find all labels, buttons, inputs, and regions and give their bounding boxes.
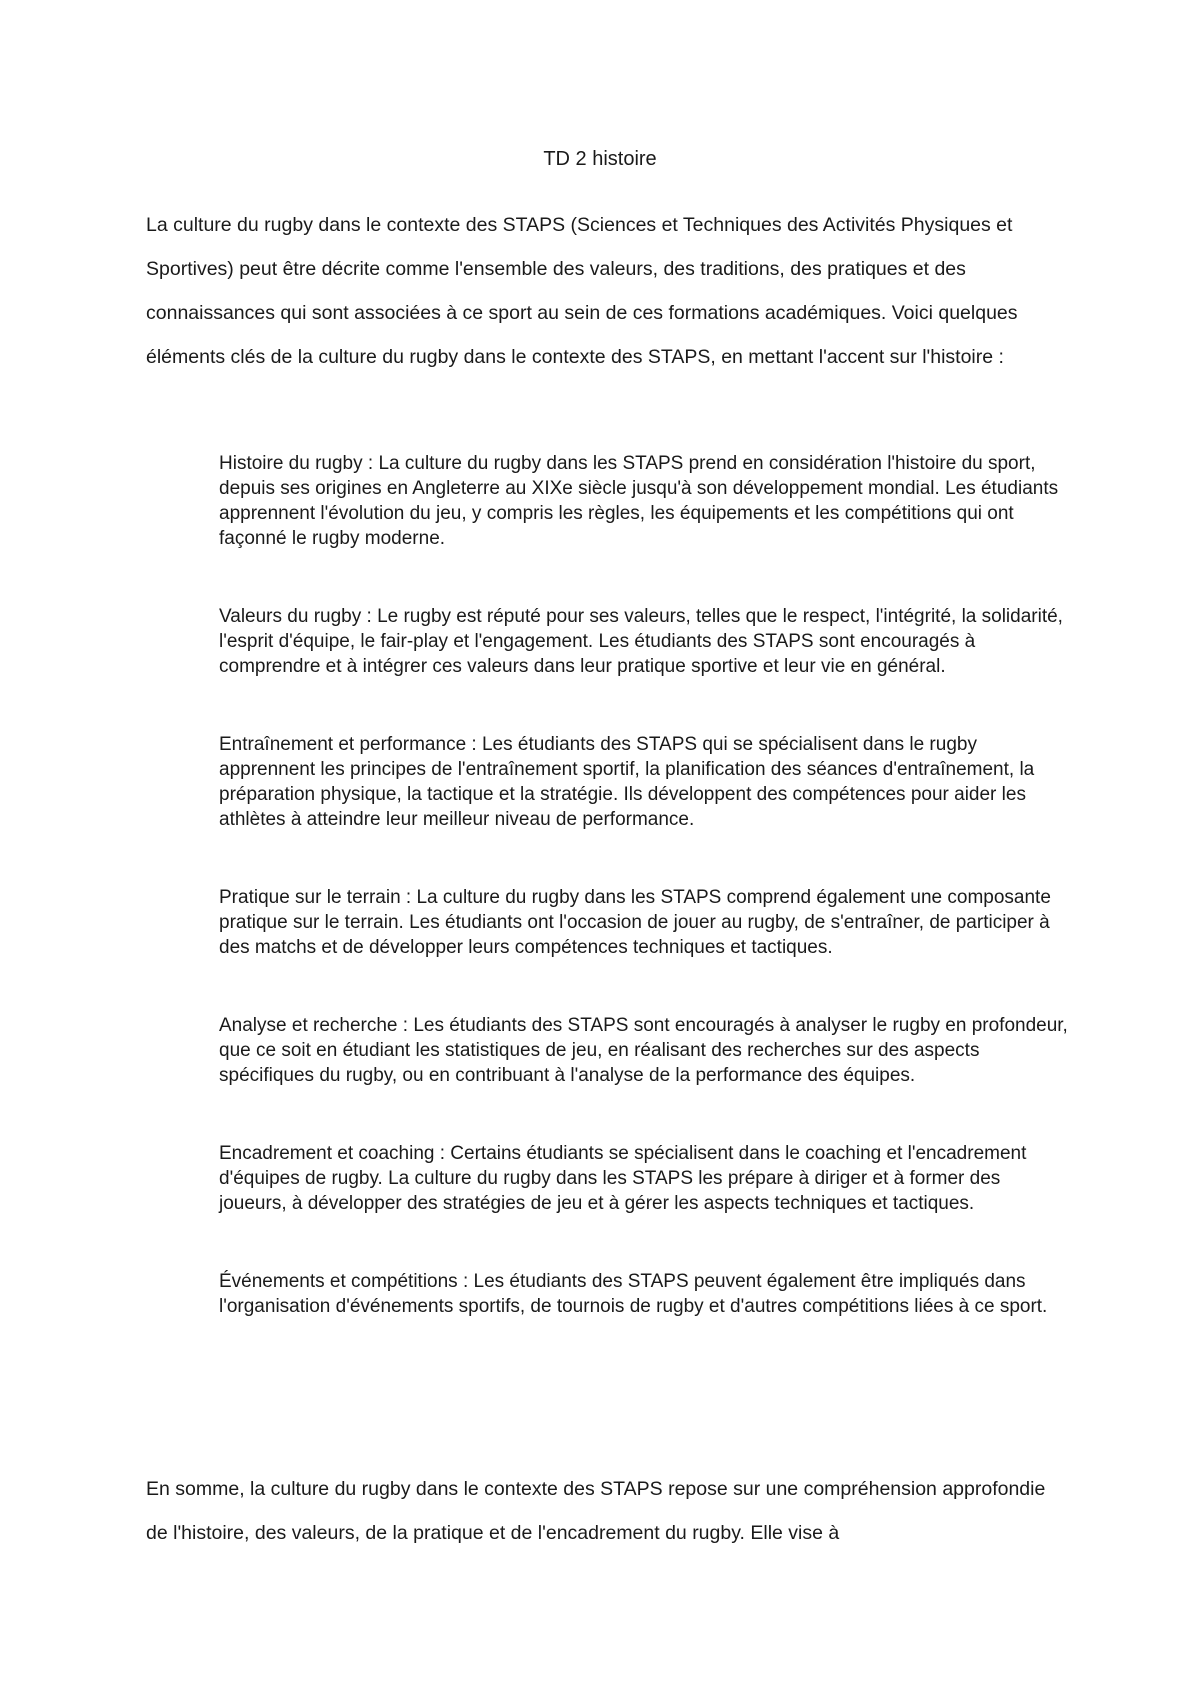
list-item-encadrement: Encadrement et coaching : Certains étudiants se spécialisent dans le coaching et l'encadrement d'équipes de rugby. La culture du rugby dans les STAPS les prépare à diriger et à former des joueurs, à développer des stratégies de jeu et à gérer les aspects techniques et tactiques. bbox=[219, 1143, 1027, 1214]
key-elements-list bbox=[219, 451, 1069, 1319]
list-item-valeurs: Valeurs du rugby : Le rugby est réputé pour ses valeurs, telles que le respect, l'intégrité, la solidarité, l'esprit d'équipe, le fair-play et l'engagement. Les étudiants des STAPS sont encouragés à comprendre et à intégrer ces valeurs dans leur pratique sportive et leur vie en général. bbox=[219, 606, 1063, 677]
document-title: TD 2 histoire bbox=[543, 148, 657, 170]
list-item-analyse: Analyse et recherche : Les étudiants des STAPS sont encouragés à analyser le rugby en profondeur, que ce soit en étudiant les statistiques de jeu, en réalisant des recherches sur des aspects spécifiques du rugby, ou en contribuant à l'analyse de la performance des équipes. bbox=[219, 1015, 1068, 1086]
list-item-entrainement: Entraînement et performance : Les étudiants des STAPS qui se spécialisent dans le rugby apprennent les principes de l'entraînement sportif, la planification des séances d'entraînement, la préparation physique, la tactique et la stratégie. Ils développent des compétences pour aider les athlètes à atteindre leur meilleur niveau de performance. bbox=[219, 734, 1035, 830]
list-item-pratique: Pratique sur le terrain : La culture du rugby dans les STAPS comprend également une composante pratique sur le terrain. Les étudiants ont l'occasion de jouer au rugby, de s'entraîner, de participer à des matchs et de développer leurs compétences techniques et tactiques. bbox=[219, 887, 1051, 958]
list-item-evenements: Événements et compétitions : Les étudiants des STAPS peuvent également être impliqués dans l'organisation d'événements sportifs, de tournois de rugby et d'autres compétitions liées à ce sport. bbox=[219, 1271, 1048, 1317]
list-item-histoire: Histoire du rugby : La culture du rugby dans les STAPS prend en considération l'histoire du sport, depuis ses origines en Angleterre au XIXe siècle jusqu'à son développement mondial. Les étudiants apprennent l'évolution du jeu, y compris les règles, les équipements et les compétitions qui ont façonné le rugby moderne. bbox=[219, 453, 1059, 549]
intro-paragraph: La culture du rugby dans le contexte des STAPS (Sciences et Techniques des Activités Physiques et Sportives) peut être décrite comme l'ensemble des valeurs, des traditions, des pratiques et des connaissances qui sont associées à ce sport au sein de ces formations académiques. Voici quelques éléments clés de la culture du rugby dans le contexte des STAPS, en mettant l'accent sur l'histoire : bbox=[146, 214, 1018, 368]
conclusion-paragraph: En somme, la culture du rugby dans le contexte des STAPS repose sur une compréhension approfondie de l'histoire, des valeurs, de la pratique et de l'encadrement du rugby. Elle vise à bbox=[146, 1478, 1046, 1544]
